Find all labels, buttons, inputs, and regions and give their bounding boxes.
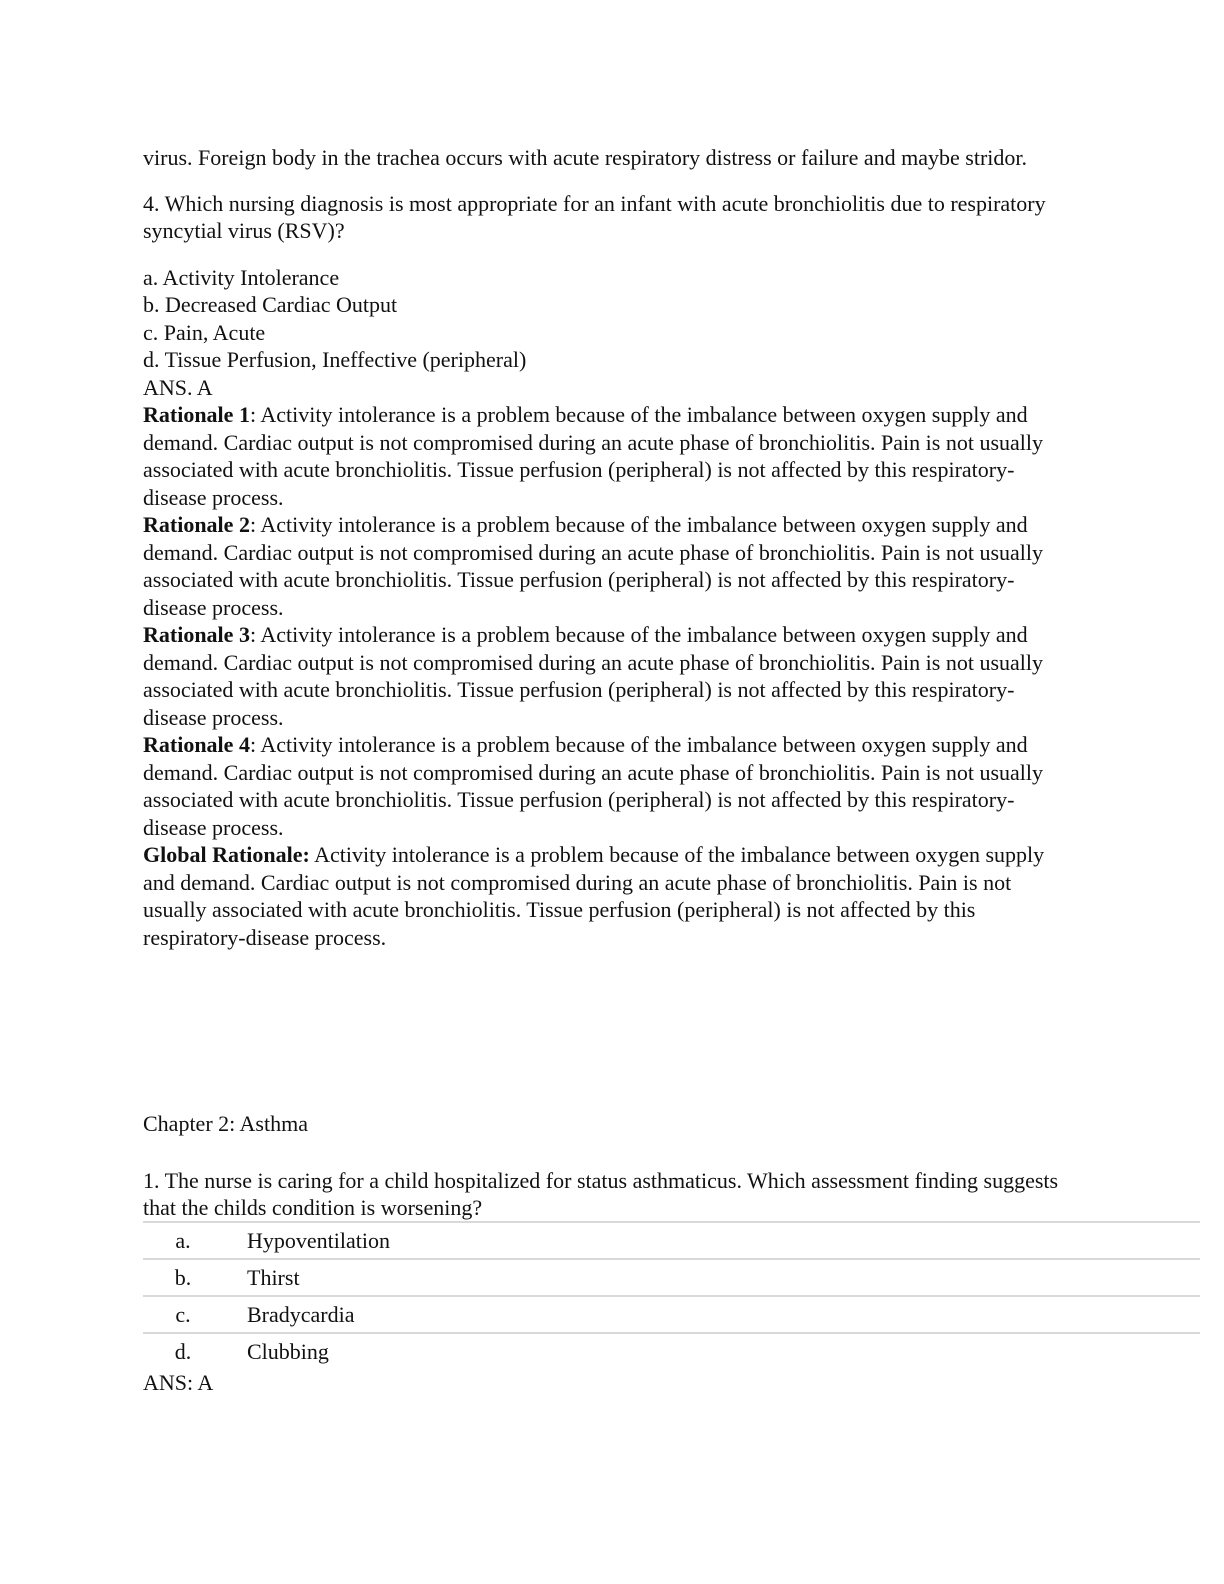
choice-text: Thirst [247,1264,300,1290]
rationale-label: Rationale 4 [143,732,250,757]
rationale-2: Rationale 2: Activity intolerance is a problem because of the imbalance between oxygen supply and demand. Cardiac output is not compromised during an acute phase of bronchiolitis. Pain is not usually associated with acute bronchiolitis. Tissue perfusion (peripheral) is not affected by this respiratory-disease process. [143,512,1044,620]
chapter-2-question-1: 1. The nurse is caring for a child hospitalized for status asthmaticus. Which assessment finding suggests that the childs condition is worsening? [143,1167,1059,1220]
choices-table [143,1221,1200,1369]
option-a: a. Activity Intolerance [143,264,340,290]
rationale-label: Rationale 2 [143,512,250,537]
rationale-label: Rationale 1 [143,402,250,427]
option-d: d. Tissue Perfusion, Ineffective (peripheral) [143,347,527,372]
rationale-text: Activity intolerance is a problem because of the imbalance between oxygen supply and demand. Cardiac output is not compromised during an acute phase of bronchiolitis. Pain is not usually associated with acute bronchiolitis. Tissue perfusion (peripheral) is not affected by this respiratory-disease process. [143,402,1044,510]
rationale-1: Rationale 1: Activity intolerance is a problem because of the imbalance between oxygen supply and demand. Cardiac output is not compromised during an acute phase of bronchiolitis. Pain is not usually associated with acute bronchiolitis. Tissue perfusion (peripheral) is not affected by this respiratory-disease process. [143,402,1044,510]
chapter-2-section [143,1110,1073,1222]
rationale-label: Rationale 3 [143,622,250,647]
answer-q4: ANS. A [143,374,213,400]
global-rationale-text: Activity intolerance is a problem because of the imbalance between oxygen supply and demand. Cardiac output is not compromised during an acute phase of bronchiolitis. Pain is not usually associated with acute bronchiolitis. Tissue perfusion (peripheral) is not affected by this respiratory-disease process. [143,842,1045,950]
document-page [143,144,1073,951]
choice-letter: b. [174,1264,192,1290]
global-rationale [143,841,1073,951]
answer-chapter-2-q1: ANS: A [143,1370,214,1395]
rationale-text: Activity intolerance is a problem because of the imbalance between oxygen supply and demand. Cardiac output is not compromised during an acute phase of bronchiolitis. Pain is not usually associated with acute bronchiolitis. Tissue perfusion (peripheral) is not affected by this respiratory-disease process. [143,732,1044,840]
question-4-options [143,264,1073,374]
option-b: b. Decreased Cardiac Output [143,292,398,317]
choice-letter: a. [175,1227,191,1253]
table-row [143,1221,1200,1258]
choice-text: Hypoventilation [247,1227,390,1253]
table-row [143,1258,1200,1295]
rationale-4: Rationale 4: Activity intolerance is a problem because of the imbalance between oxygen supply and demand. Cardiac output is not compromised during an acute phase of bronchiolitis. Pain is not usually associated with acute bronchiolitis. Tissue perfusion (peripheral) is not affected by this respiratory-disease process. [143,732,1044,840]
choice-text: Bradycardia [247,1301,355,1327]
choice-text: Clubbing [247,1338,329,1364]
table-row [143,1332,1200,1369]
global-rationale-label: Global Rationale: [143,842,310,867]
choice-letter: d. [174,1338,192,1364]
rationale-text: Activity intolerance is a problem because of the imbalance between oxygen supply and demand. Cardiac output is not compromised during an acute phase of bronchiolitis. Pain is not usually associated with acute bronchiolitis. Tissue perfusion (peripheral) is not affected by this respiratory-disease process. [143,512,1044,620]
option-c: c. Pain, Acute [143,319,266,345]
choice-letter: c. [175,1301,191,1327]
rationale-3: Rationale 3: Activity intolerance is a problem because of the imbalance between oxygen supply and demand. Cardiac output is not compromised during an acute phase of bronchiolitis. Pain is not usually associated with acute bronchiolitis. Tissue perfusion (peripheral) is not affected by this respiratory-disease process. [143,622,1044,730]
chapter-title: Chapter 2: Asthma [143,1111,308,1136]
continuation-paragraph: virus. Foreign body in the trachea occurs with acute respiratory distress or failure and maybe stridor. [143,145,1028,170]
question-4: 4. Which nursing diagnosis is most appropriate for an infant with acute bronchiolitis due to respiratory syncytial virus (RSV)? [143,190,1046,243]
table-row [143,1295,1200,1332]
rationale-text: Activity intolerance is a problem because of the imbalance between oxygen supply and demand. Cardiac output is not compromised during an acute phase of bronchiolitis. Pain is not usually associated with acute bronchiolitis. Tissue perfusion (peripheral) is not affected by this respiratory-disease process. [143,622,1044,730]
